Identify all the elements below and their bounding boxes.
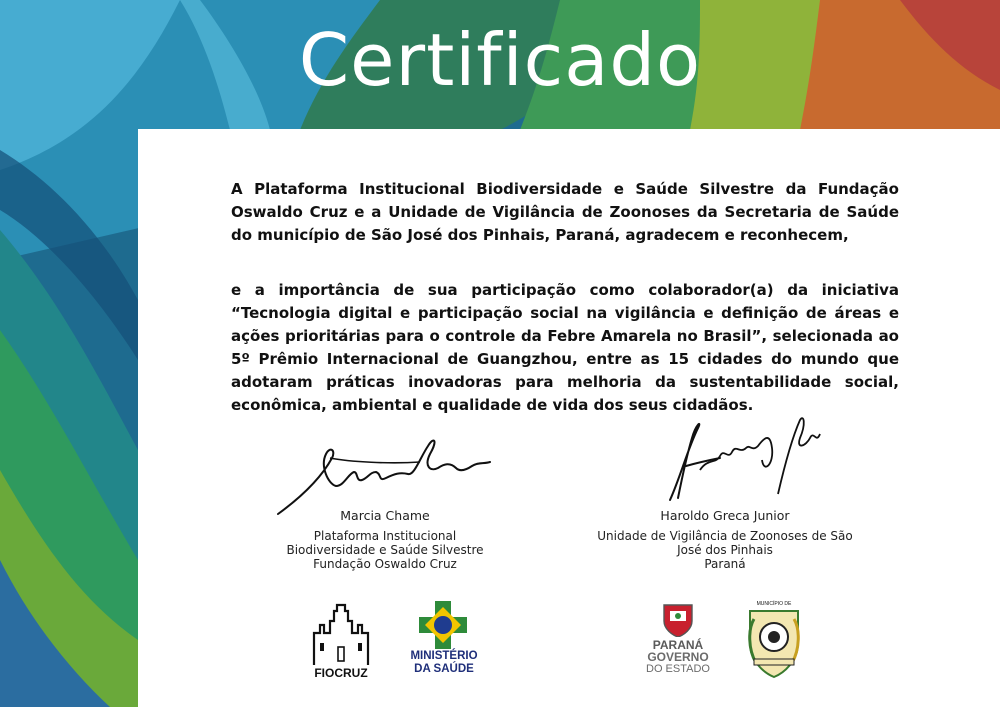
certificate-title: Certificado xyxy=(298,18,702,102)
municipio-sao-jose-dos-pinhais-crest-icon xyxy=(740,599,808,679)
ministerio-da-saude-logo-icon xyxy=(419,601,467,649)
fiocruz-logo-text: FIOCRUZ xyxy=(314,666,368,680)
parana-logo-text: PARANÁ GOVERNO DO ESTADO xyxy=(646,638,710,675)
parana-coat-of-arms-icon xyxy=(660,601,696,637)
signatory-role: Unidade de Vigilância de Zoonoses de São José dos Pinhais Paraná xyxy=(597,529,853,571)
signature-haroldo-greca-junior xyxy=(660,408,832,508)
participation-paragraph: e a importância de sua participação como colaborador(a) da iniciativa “Tecnologia digital e participação social na vigilância e definição de áreas e ações prioritárias para o controle da Febre Amarela no Brasil”, selecionada ao 5º Prêmio Internacional de Guangzhou, entre as 15 cidades do mundo que adotaram práticas inovadoras para melhoria da sustentabilidade social, econômica, ambiental e qualidade de vida dos seus cidadãos. xyxy=(231,281,899,414)
signature-marcia-chame xyxy=(270,428,495,520)
signatory-role: Plataforma Institucional Biodiversidade e Saúde Silvestre Fundação Oswaldo Cruz xyxy=(286,529,484,571)
fiocruz-logo-icon xyxy=(310,603,372,665)
signatory-name: Haroldo Greca Junior xyxy=(660,508,790,523)
signatory-name: Marcia Chame xyxy=(340,508,430,523)
acknowledgement-paragraph: A Plataforma Institucional Biodiversidade e Saúde Silvestre da Fundação Oswaldo Cruz e a Unidade de Vigilância de Zoonoses da Secretaria de Saúde do município de São José dos Pinhais, Paraná, agradecem e reconhecem, xyxy=(231,180,899,244)
ministerio-da-saude-logo-text: MINISTÉRIO DA SAÚDE xyxy=(410,650,478,675)
municipio-logo-text: MUNICÍPIO DE xyxy=(756,601,792,607)
